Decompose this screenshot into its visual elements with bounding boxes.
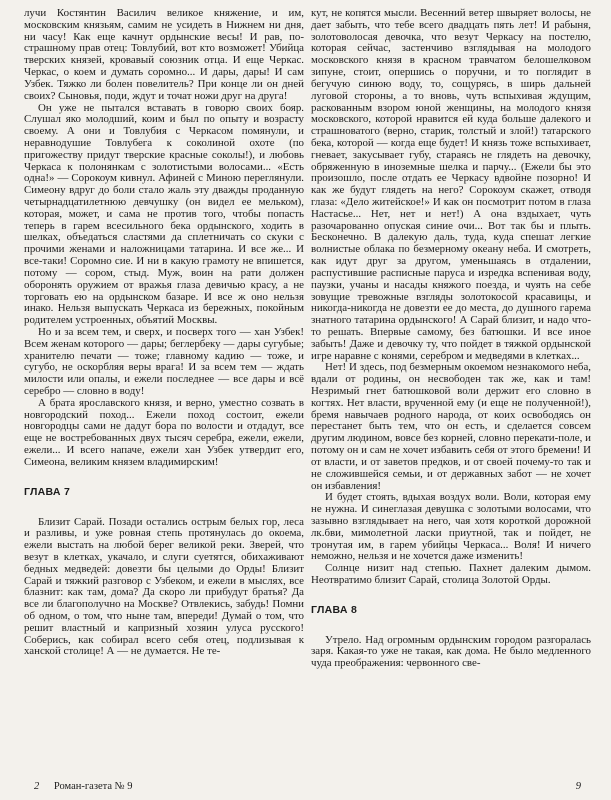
paragraph: А брата ярославского князя, и верно, уместно созвать в новгородский поход... Ежели поход состоит, ежели новгородцы сами не дадут бора по волости и отдадут, все еще не востребованных двух тысяч серебра, ежели, ежели, ежели... И всего напаче, ежели хан Узбек утвердит его, Симеона, великим князем владимирским! (24, 396, 304, 468)
paragraph: кут, не копятся мысли. Весенний ветер швыряет волосы, не дает забыть, что тебе всего двадцать пять лет! И рабыня, золотоволосая девочка, что везут Черкасу на постелю, которая сейчас, застенчиво взглядывая на молодого московского князя в красном травчатом белошелковом зипуне, стоит, опершись о поручни, и то поглядит в бегучую синюю воду, то, сощурясь, в ширь дальней луговой стороны, а то вновь, чуть вспыхивая ждущим, раскованным взором юной женщины, на молодого князя московского, которой нравится ей куда больше далекого и страшноватого (верно, старик, толстый и злой!) татарского бека, которой — когда еще будет! И князь тоже вспыхивает, гневает, закусывает губу, стараясь не глядеть на девочку, обряженную в иноземные шелка и парчу... (Ежели бы это произошло, после отдать ее Черкасу вдвойне позорно! И как же будут глядеть на него? Сорокоум скажет, отводя глаза: «Дело житейское!» И как он посмотрит потом в глаза Настасье... Нет, нет и нет!) А она вздыхает, чуть разочарованно опуская синие очи... Вот так бы и плыть. Бесконечно. В далекую даль, туда, куда спешат легкие волнистые облака по безмерному океану неба. И смотреть, как идут друг за другом, уменьшаясь в отдалении, распустившие расписные паруса и изредка вспенивая воду, паузки, учаны и насады княжого поезда, и чуять на себе зовущие тревожные взгляды золотокосой красавицы, и никогда-никогда не довезти ее до места, до душного гарема знатного татарина ордынского! А Сарай близит, и надо что-то решать. Впервые самому, без батюшки. И все иное забыть! Даже и девочку ту, что пойдет в тяжкой ордынской игре наравне с конями, серебром и медведями в клетках... (311, 7, 591, 362)
chapter-heading: ГЛАВА 8 (311, 603, 358, 616)
paragraph: Близит Сарай. Позади остались острым белых гор, леса и разливы, и уже ровная степь протянулась до окоема, ежели выстать на любой берег великой реки. Зверей, что везут в клетках, укачало, и слуги суетятся, обихаживают бедных медведей: довезти бы целыми до Орды! Близит Сарай и тяжкий разговор с Узбеком, и ежели в мыслях, все блазнит: как там, дома? Да скоро ли прибудут братья? Да все ли благополучно на Москве? Отвлекись, забудь! Помни об одном, о том, что ныне там, впереди! Думай о том, что решит властный и капризный хозяин улуса русского! Соберись, как собирал всего себя отец, подлизывая к ханской столице! А — не думается. Не те- (24, 515, 304, 658)
paragraph: Нет! И здесь, под безмерным окоемом незнакомого неба, вдали от родины, он несвободен так же, как и там! Незримый гнет батюшковой воли держит его словно в когтях. Нет власти, врученной ему (и еще не полученной!), бремя навычаев родного народа, от коих освободясь он перестанет быть тем, что он есть, и сделается совсем другим людином, вовсе без корней, словно перекати-поле, и потому он и сам не хочет избавить себя от этого бремени! И от власти, и от заветов предков, и от своей почему-то так и не сложившейся семьи, и от державных забот — не хочет он избавления! (311, 361, 591, 492)
paragraph: Утрело. Над огромным ордынским городом разгоралась заря. Какая-то уже не такая, как дома. Не было медленного чуда преображения: червонного све- (311, 633, 591, 670)
paragraph: Но и за всем тем, и сверх, и посверх того — хан Узбек! Всем женам которого — дары; беглербеку — дары сугубые; хранителю печати — тоже; главному кадию — тоже, и сугубо, не оскорбляя веры врага! И за всем тем — ждать милости или опалы, и ежели последнее — все дары и всё серебро — словно в воду! (24, 325, 304, 397)
paragraph: И будет стоять, вдыхая воздух воли. Воли, которая ему не нужна. И синеглазая девушка с золотыми волосами, что зазывно взглядывает на него, чая хотя короткой дорожной лк.бви, мимолетной ласки приутной, так и пойдет, не тронутая им, в гарем убийцы Черкаса... Воля! И ничего неможно, нельзя и не хочется даже изменить! (311, 491, 591, 563)
page-number: 2 (34, 781, 40, 792)
paragraph: Солнце низит над степью. Пахнет далеким дымом. Неотвратимо близит Сарай, столица Золотой Орды. (311, 562, 591, 586)
magazine-title: Роман-газета № 9 (53, 781, 133, 792)
paragraph: Он уже не пытался вставать в говорю своих бояр. Слушал яко молодший, коим и был по опыту и возрасту своему. А они и Товлубия с Черкасом помянули, и неравнодушие Товлубега к соколиной охоте (по пригожеству придут тверские красные соколы!), и любовь Черкаса к полонянкам с золотистыми волосами... «Есть одна!» — Сорокоум кивнул. Афиней с Миною переглянули. Симеону вдруг до боли стало жаль эту дважды проданную четырнадцатилетнюю девчушку (он видел ее мельком), которая, может, и сама не против того, чтобы попасть теперь в гарем всесильного бека ордынского, ходить в шелках, объедаться сластями да сплетничать со скуки с прочими женами и наложницами татарина. И все же... И все-таки! Соромно сие. И ни в какую грамоту не впишется, потому — сором, стыд. Муж, воин на рати должен оборонять оружием от вражья глаза девичью красу, а не торговать ею на ордынском базаре. И все ж оно нельзя инако. Нельзя выпускать Черкаса из бережных, покойным родителем устроенных, объятий Москвы. (24, 101, 304, 327)
left-column (24, 8, 304, 658)
footer-left (34, 781, 133, 792)
page-number: 9 (575, 781, 581, 792)
paragraph: лучи Костянтин Василич великое княжение, и им, московским князьям, самим не усидеть в Нижнем ни дня, ни часу! Как еще качнут ордынские весы! И рав, по-страшному прав отец: Товлубий, вот кто возможет! Убийца тверских князей, кровавый союзник отца. И еще Черкас. Черкас, о коем и думать соромно... И дары, дары! И сам Узбек. Тяжко ли болен повелитель? При конце ли он дней своих? Сыновья, поди, ждут и точат ножи друг на друга! (24, 7, 304, 102)
right-column (311, 8, 591, 670)
chapter-heading: ГЛАВА 7 (24, 485, 71, 498)
